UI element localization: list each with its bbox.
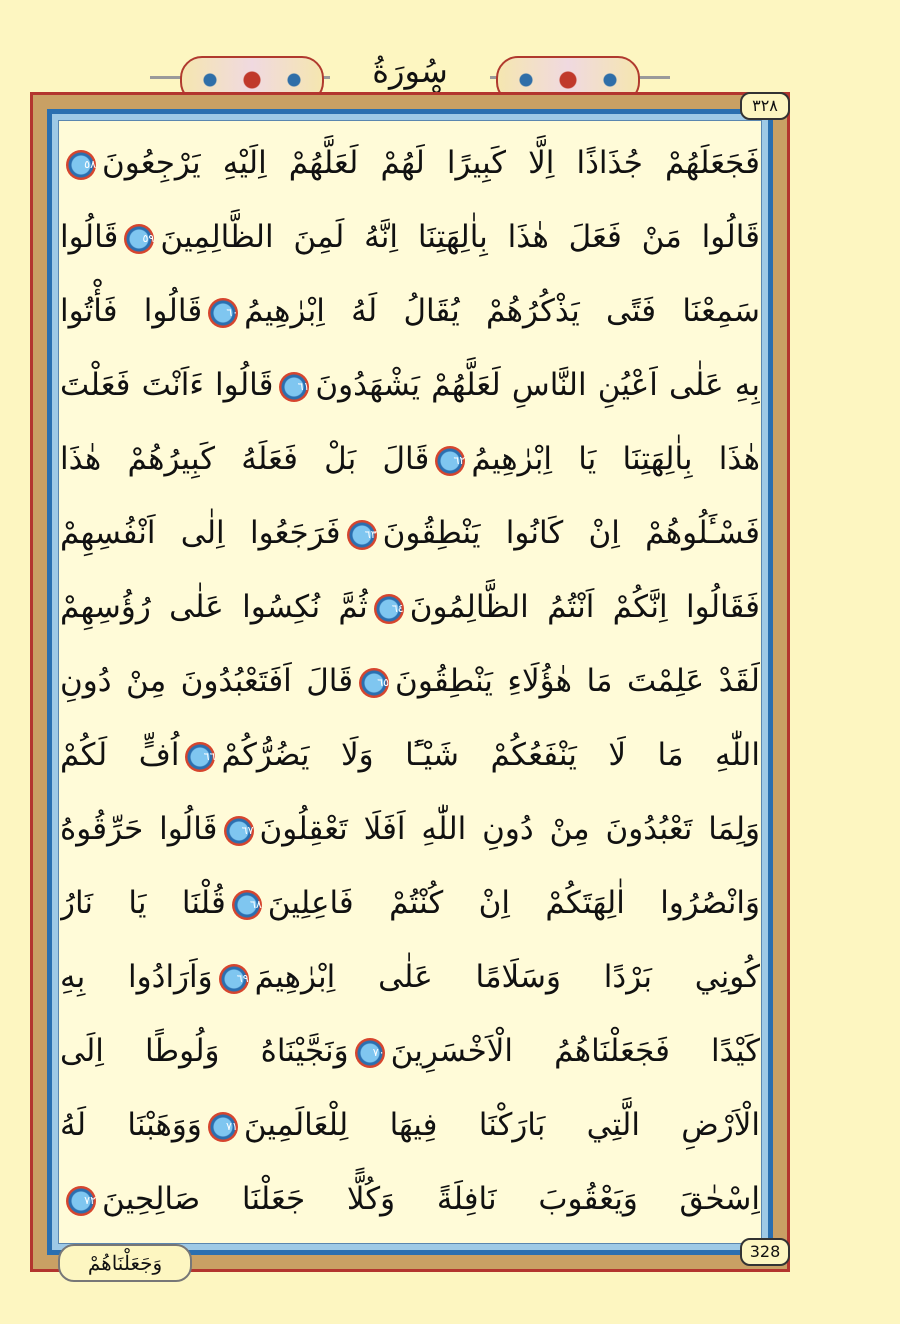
verse-text: لَقَدْ عَلِمْتَ مَا هٰؤُلَاءِ يَنْطِقُونَ — [395, 663, 760, 699]
verse-line — [60, 792, 760, 866]
ayah-number-marker: ٦٦ — [185, 742, 215, 772]
verse-text-continuation: قَالَ بَلْ فَعَلَهُ كَبِيرُهُمْ هٰذَا — [60, 441, 430, 477]
ayah-number-marker: ٧٠ — [355, 1038, 385, 1068]
catchword: وَجَعَلْنَاهُمْ — [58, 1244, 192, 1282]
verse-text-continuation: ثُمَّ نُكِسُوا عَلٰى رُؤُسِهِمْ — [60, 589, 368, 625]
verse-text: كُونِي بَرْدًا وَسَلَامًا عَلٰى اِبْرٰهِيمَ — [254, 959, 760, 995]
verse-text-continuation: وَوَهَبْنَا لَهُ — [60, 1107, 202, 1143]
verse-text-continuation: قَالَ اَفَتَعْبُدُونَ مِنْ دُونِ — [60, 663, 354, 699]
ayah-number-marker: ٦٢ — [435, 446, 465, 476]
verse-line — [60, 866, 760, 940]
verse-text: اِسْحٰقَ وَيَعْقُوبَ نَافِلَةً وَكُلًّا جَعَلْنَا صَالِحِينَ — [102, 1181, 760, 1217]
ayah-number-marker: ٧٢ — [66, 1186, 96, 1216]
ayah-number-marker: ٦١ — [279, 372, 309, 402]
verse-line — [60, 126, 760, 200]
ayah-number-marker: ٥٨ — [66, 150, 96, 180]
verse-line — [60, 422, 760, 496]
verse-text-continuation: قَالُوا ءَاَنْتَ فَعَلْتَ — [60, 367, 274, 403]
ayah-number-marker: ٦٧ — [224, 816, 254, 846]
verse-text: فَقَالُوا اِنَّكُمْ اَنْتُمُ الظَّالِمُونَ — [409, 589, 760, 625]
verse-text-continuation: قَالُوا حَرِّقُوهُ — [60, 811, 218, 847]
verse-text: فَجَعَلَهُمْ جُذَاذًا اِلَّا كَبِيرًا لَهُمْ لَعَلَّهُمْ اِلَيْهِ يَرْجِعُونَ — [102, 145, 760, 181]
verse-text-continuation: قَالُوا فَأْتُوا — [60, 293, 203, 329]
verse-text: وَانْصُرُوا اٰلِهَتَكُمْ اِنْ كُنْتُمْ فَاعِلِينَ — [267, 885, 760, 921]
ayah-number-marker: ٦٤ — [374, 594, 404, 624]
verse-text: هٰذَا بِاٰلِهَتِنَا يَا اِبْرٰهِيمُ — [471, 441, 760, 477]
verse-text-continuation: قُلْنَا يَا نَارُ — [60, 885, 226, 921]
ayah-number-marker: ٦٣ — [347, 520, 377, 550]
ayah-number-marker: ٦٠ — [208, 298, 238, 328]
verse-line — [60, 570, 760, 644]
verse-text: كَيْدًا فَجَعَلْنَاهُمُ الْاَخْسَرِينَ — [390, 1033, 760, 1069]
verse-text: سَمِعْنَا فَتًى يَذْكُرُهُمْ يُقَالُ لَهُ اِبْرٰهِيمُ — [244, 293, 760, 329]
verse-text: وَلِمَا تَعْبُدُونَ مِنْ دُونِ اللّٰهِ اَفَلَا تَعْقِلُونَ — [259, 811, 760, 847]
ayah-number-marker: ٧١ — [208, 1112, 238, 1142]
verse-line — [60, 348, 760, 422]
page-number-arabic: ٣٢٨ — [740, 92, 790, 120]
verse-line — [60, 1088, 760, 1162]
verse-line — [60, 496, 760, 570]
surah-title: سُورَةُ — [330, 52, 490, 128]
verse-text-continuation: وَاَرَادُوا بِهِ — [60, 959, 213, 995]
verse-text-continuation: فَرَجَعُوا اِلٰى اَنْفُسِهِمْ — [60, 515, 341, 551]
verse-line — [60, 1162, 760, 1236]
ayah-number-marker: ٦٨ — [232, 890, 262, 920]
verse-text: فَسْـَٔلُوهُمْ اِنْ كَانُوا يَنْطِقُونَ — [382, 515, 760, 551]
verse-text-continuation: وَنَجَّيْنَاهُ وَلُوطًا اِلَى — [60, 1033, 349, 1069]
verse-text-continuation: اُفٍّ لَكُمْ — [60, 737, 180, 773]
verse-line — [60, 644, 760, 718]
ayah-number-marker: ٦٩ — [219, 964, 249, 994]
verse-line — [60, 274, 760, 348]
verse-line — [60, 1014, 760, 1088]
verse-line — [60, 200, 760, 274]
ayah-number-marker: ٥٩ — [124, 224, 154, 254]
page-number-latin: 328 — [740, 1238, 790, 1266]
verse-line — [60, 718, 760, 792]
verse-text: قَالُوا مَنْ فَعَلَ هٰذَا بِاٰلِهَتِنَا اِنَّهُ لَمِنَ الظَّالِمِينَ — [160, 219, 760, 255]
verse-text-continuation: قَالُوا — [60, 219, 119, 255]
ayah-number-marker: ٦٥ — [359, 668, 389, 698]
verse-text: بِهِ عَلٰى اَعْيُنِ النَّاسِ لَعَلَّهُمْ يَشْهَدُونَ — [315, 367, 760, 403]
verse-lines — [60, 126, 760, 1236]
verse-line — [60, 940, 760, 1014]
verse-text: اللّٰهِ مَا لَا يَنْفَعُكُمْ شَيْـًٔا وَلَا يَضُرُّكُمْ — [221, 737, 760, 773]
verse-text: الْاَرْضِ الَّتِي بَارَكْنَا فِيهَا لِلْعَالَمِينَ — [243, 1107, 760, 1143]
